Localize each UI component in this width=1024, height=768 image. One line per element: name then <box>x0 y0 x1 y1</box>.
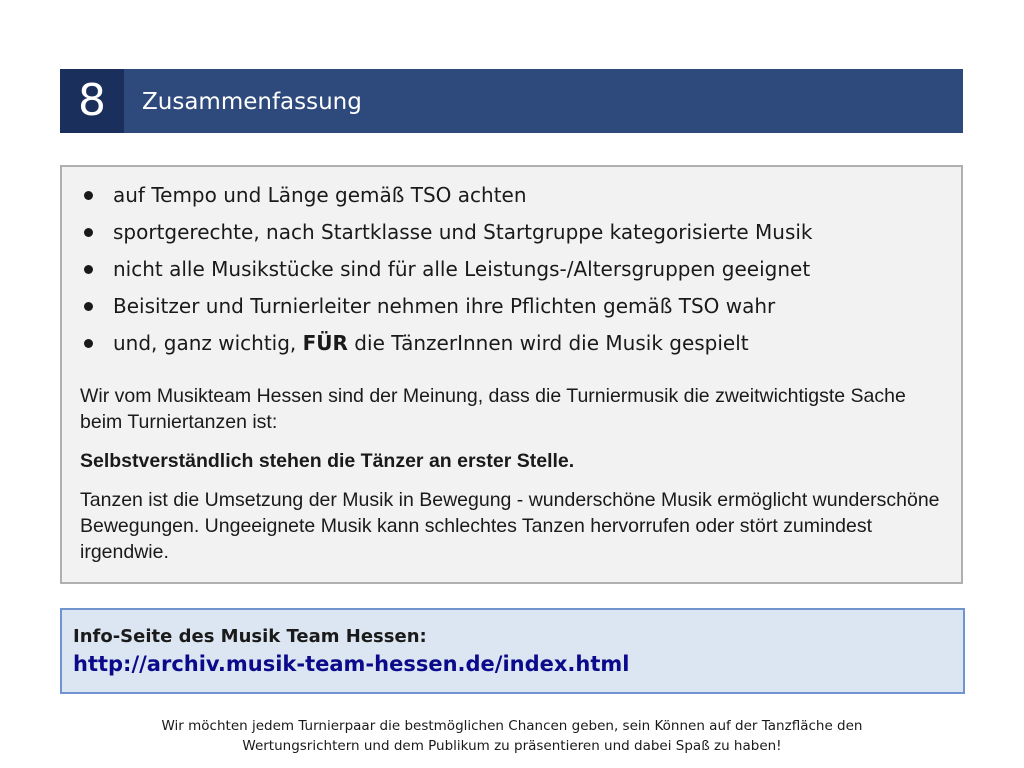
footer-line: Wir möchten jedem Turnierpaar die bestmöglichen Chancen geben, sein Können auf der Tanzfläche den <box>161 718 863 734</box>
bullet-dot-icon <box>84 302 93 311</box>
paragraph-dance-music: Tanzen ist die Umsetzung der Musik in Bewegung - wunderschöne Musik ermöglicht wunderschöne Bewegungen. Ungeeignete Musik kann schlechtes Tanzen hervorrufen oder stört zumindest irgendwie. <box>80 489 940 563</box>
bullet-text-emphasis: FÜR <box>302 331 348 355</box>
bullet-item <box>82 291 942 328</box>
footer-text <box>100 716 924 756</box>
bullet-text: auf Tempo und Länge gemäß TSO achten <box>113 183 527 207</box>
bullet-text: nicht alle Musikstücke sind für alle Leistungs-/Altersgruppen geeignet <box>113 257 811 281</box>
bullet-item <box>82 328 942 365</box>
summary-box <box>60 165 963 584</box>
info-label: Info-Seite des Musik Team Hessen: <box>73 626 427 647</box>
page-title: Zusammenfassung <box>142 89 362 115</box>
bullet-text-before: und, ganz wichtig, <box>113 331 303 355</box>
summary-bullet-list <box>82 180 942 365</box>
bullet-dot-icon <box>84 191 93 200</box>
paragraph-opinion: Wir vom Musikteam Hessen sind der Meinung, dass die Turniermusik die zweitwichtigste Sache beim Turniertanzen ist: <box>80 385 906 433</box>
bullet-dot-icon <box>84 339 93 348</box>
paragraph-dancers-first: Selbstverständlich stehen die Tänzer an erster Stelle. <box>80 450 575 472</box>
bullet-dot-icon <box>84 228 93 237</box>
bullet-item <box>82 180 942 217</box>
bullet-item <box>82 217 942 254</box>
bullet-text-after: die TänzerInnen wird die Musik gespielt <box>347 331 749 355</box>
bullet-item <box>82 254 942 291</box>
info-box <box>60 608 965 694</box>
header-bar <box>60 69 963 133</box>
bullet-text: sportgerechte, nach Startklasse und Startgruppe kategorisierte Musik <box>113 220 813 244</box>
section-number: 8 <box>60 69 124 133</box>
bullet-text: Beisitzer und Turnierleiter nehmen ihre Pflichten gemäß TSO wahr <box>113 294 776 318</box>
info-link[interactable]: http://archiv.musik-team-hessen.de/index.html <box>73 652 630 676</box>
bullet-dot-icon <box>84 265 93 274</box>
footer-line: Wertungsrichtern und dem Publikum zu präsentieren und dabei Spaß zu haben! <box>242 738 782 754</box>
